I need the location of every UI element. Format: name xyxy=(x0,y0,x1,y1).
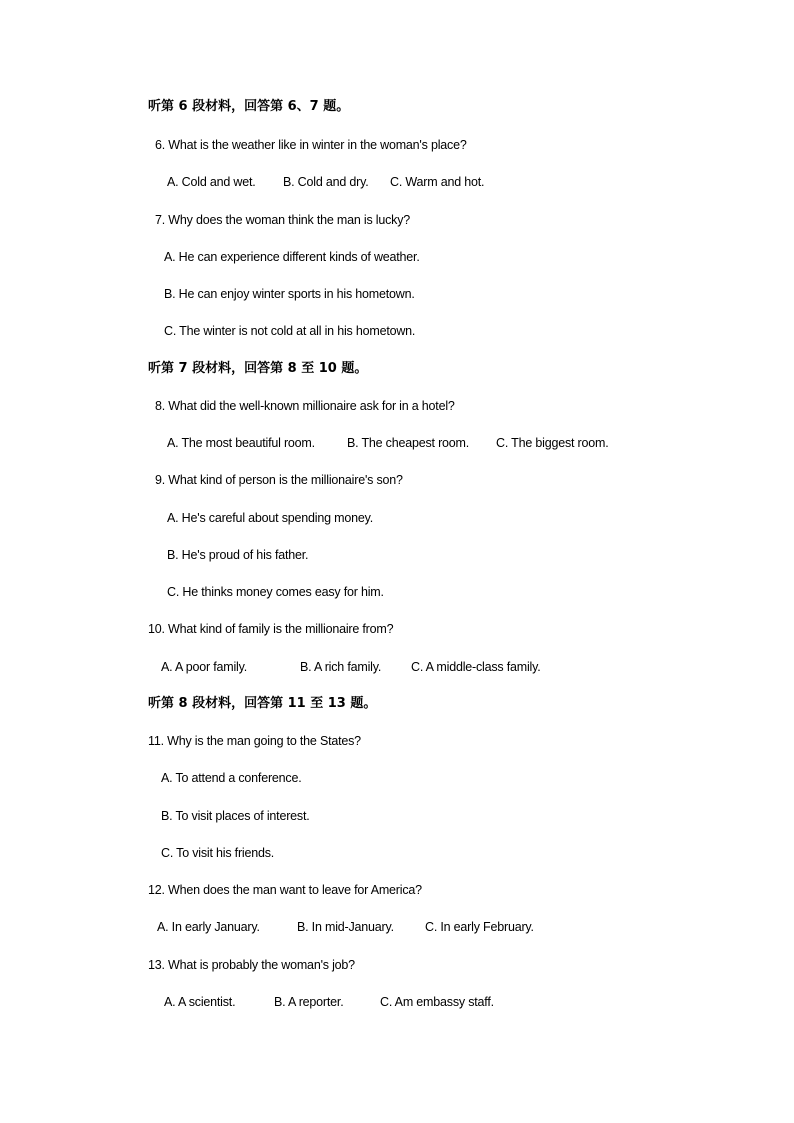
question-8-option-c: C. The biggest room. xyxy=(496,436,609,450)
question-9-option-b: B. He's proud of his father. xyxy=(167,548,309,562)
question-6-option-b: B. Cold and dry. xyxy=(283,175,369,189)
question-11-option-c: C. To visit his friends. xyxy=(161,846,275,860)
question-9-option-c: C. He thinks money comes easy for him. xyxy=(167,585,384,599)
question-13: 13. What is probably the woman's job? xyxy=(148,958,355,972)
question-8-option-a: A. The most beautiful room. xyxy=(167,436,315,450)
question-11: 11. Why is the man going to the States? xyxy=(148,734,361,748)
question-10-option-a: A. A poor family. xyxy=(161,660,247,674)
question-7-option-c: C. The winter is not cold at all in his hometown. xyxy=(164,324,416,338)
question-8-option-b: B. The cheapest room. xyxy=(347,436,470,450)
question-11-option-b: B. To visit places of interest. xyxy=(161,809,310,823)
question-8: 8. What did the well-known millionaire ask for in a hotel? xyxy=(155,399,455,413)
question-10-option-c: C. A middle-class family. xyxy=(411,660,541,674)
question-9: 9. What kind of person is the millionaire's son? xyxy=(155,473,403,487)
question-10-option-b: B. A rich family. xyxy=(300,660,382,674)
question-6-option-c: C. Warm and hot. xyxy=(390,175,485,189)
question-7-option-a: A. He can experience different kinds of weather. xyxy=(164,250,420,264)
section-heading-1: 听第 6 段材料，回答第 6、7 题。 xyxy=(148,99,350,114)
question-11-option-a: A. To attend a conference. xyxy=(161,771,302,785)
question-6-option-a: A. Cold and wet. xyxy=(167,175,256,189)
question-13-option-c: C. Am embassy staff. xyxy=(380,995,494,1009)
section-heading-2: 听第 7 段材料，回答第 8 至 10 题。 xyxy=(148,361,368,376)
question-7-option-b: B. He can enjoy winter sports in his hometown. xyxy=(164,287,415,301)
question-12-option-c: C. In early February. xyxy=(425,920,534,934)
question-9-option-a: A. He's careful about spending money. xyxy=(167,511,373,525)
question-12-option-a: A. In early January. xyxy=(157,920,260,934)
question-13-option-b: B. A reporter. xyxy=(274,995,344,1009)
question-12: 12. When does the man want to leave for America? xyxy=(148,883,422,897)
section-heading-3: 听第 8 段材料，回答第 11 至 13 题。 xyxy=(148,696,377,711)
question-10: 10. What kind of family is the millionaire from? xyxy=(148,622,394,636)
question-6: 6. What is the weather like in winter in the woman's place? xyxy=(155,138,467,152)
question-12-option-b: B. In mid-January. xyxy=(297,920,394,934)
question-7: 7. Why does the woman think the man is lucky? xyxy=(155,213,411,227)
question-13-option-a: A. A scientist. xyxy=(164,995,236,1009)
